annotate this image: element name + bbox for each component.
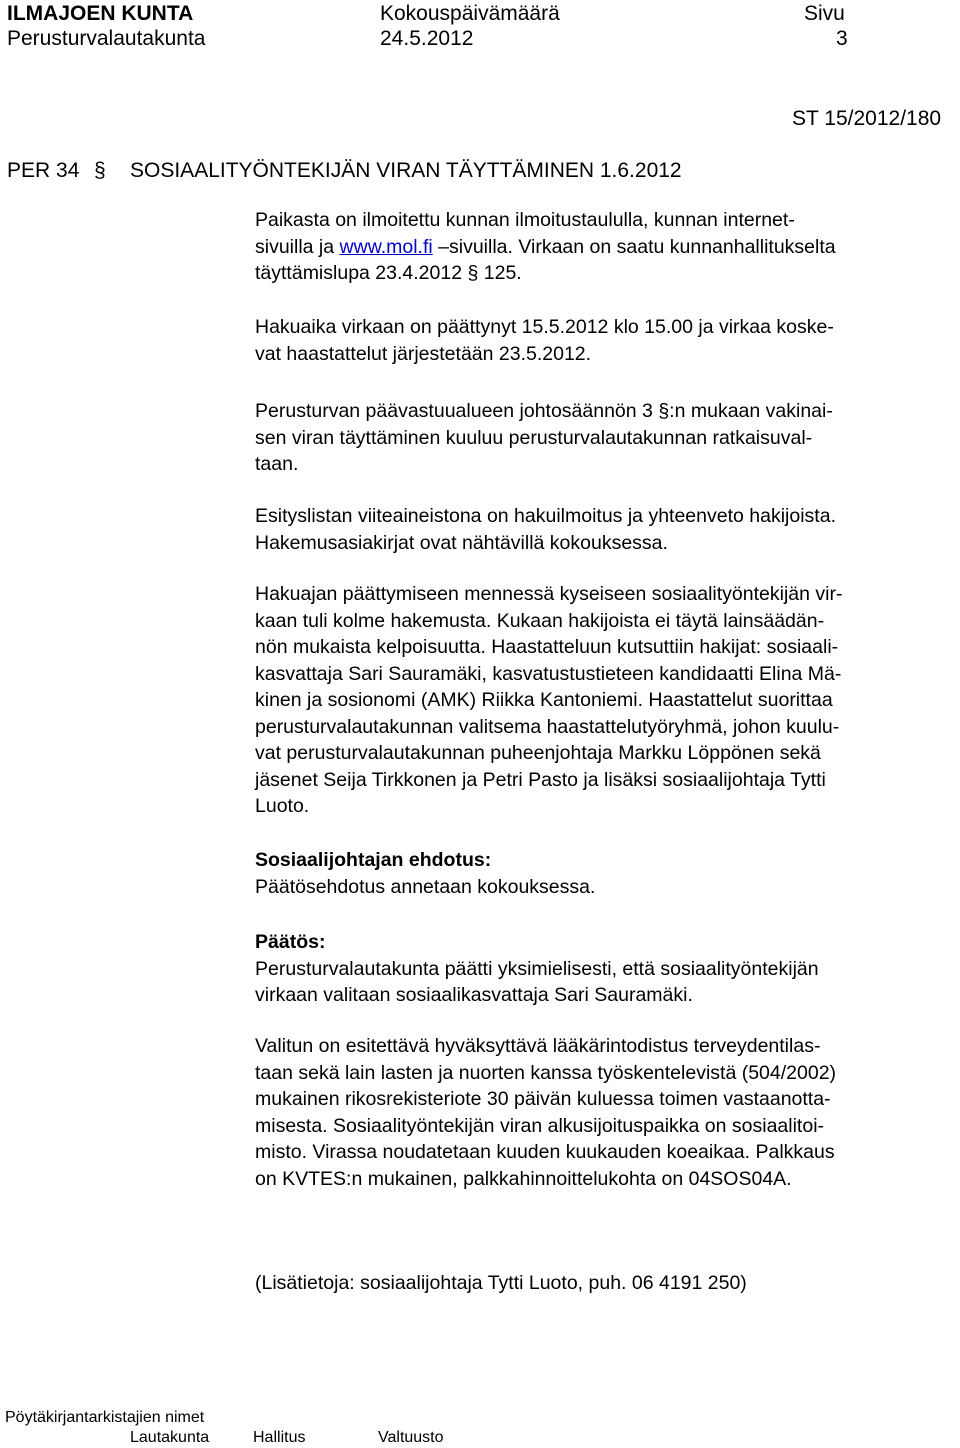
text-line: misesta. Sosiaalityöntekijän viran alkusijoituspaikka on sosiaalitoi-	[255, 1114, 825, 1137]
paragraph-reference-material	[255, 503, 955, 556]
paragraph-conditions	[255, 1033, 955, 1192]
text-line: jäsenet Seija Tirkkonen ja Petri Pasto ja lisäksi sosiaalijohtaja Tytti	[255, 768, 826, 791]
text-line: Esityslistan viiteaineistona on hakuilmoitus ja yhteenveto hakijoista.	[255, 505, 836, 527]
meeting-date: 24.5.2012	[380, 27, 474, 50]
text-segment: sivuilla ja	[255, 235, 340, 258]
section-symbol: §	[94, 159, 106, 182]
text-line: Perusturvalautakunta päätti yksimielisesti, että sosiaalityöntekijän	[255, 957, 819, 980]
footer-council-label: Valtuusto	[378, 1429, 444, 1446]
text-line: misto. Virassa noudatetaan kuuden kuukauden koeaikaa. Palkkaus	[255, 1141, 835, 1163]
page-label: Sivu	[804, 2, 845, 25]
text-line	[255, 234, 955, 261]
text-line: vat haastattelut järjestetään 23.5.2012.	[255, 342, 592, 365]
proposal-heading: Sosiaalijohtajan ehdotus:	[255, 849, 492, 871]
text-line	[255, 260, 955, 287]
proposal-section	[255, 847, 955, 900]
text-line: kaan tuli kolme hakemusta. Kukaan hakijoista ei täytä lainsäädän-	[255, 609, 825, 632]
footer-board-label: Lautakunta	[130, 1429, 210, 1446]
reference-number: ST 15/2012/180	[792, 107, 942, 130]
text-segment: –sivuilla. Virkaan on saatu kunnanhallitukselta	[432, 235, 836, 258]
text-line: Hakuaika virkaan on päättynyt 15.5.2012 klo 15.00 ja virkaa koske-	[255, 316, 834, 338]
text-line: Hakemusasiakirjat ovat nähtävillä kokouksessa.	[255, 531, 668, 554]
organization-name: ILMAJOEN KUNTA	[7, 2, 194, 25]
text-line: nön mukaista kelpoisuutta. Haastatteluun kutsuttiin hakijat: sosiaali-	[255, 636, 839, 658]
page-number: 3	[836, 27, 848, 50]
paragraph-applications	[255, 581, 955, 820]
text-line: perusturvalautakunnan valitsema haastattelutyöryhmä, johon kuulu-	[255, 715, 840, 738]
board-name: Perusturvalautakunta	[7, 27, 206, 50]
text-line: Valitun on esitettävä hyväksyttävä lääkärintodistus terveydentilas-	[255, 1035, 821, 1057]
text-line: Hakuajan päättymiseen mennessä kyseiseen sosiaalityöntekijän vir-	[255, 583, 843, 605]
section-number: PER 34	[7, 159, 80, 182]
text-segment: :n mukaan vakinai-	[669, 400, 833, 422]
section-title: SOSIAALITYÖNTEKIJÄN VIRAN TÄYTTÄMINEN 1.6.2012	[130, 159, 682, 182]
text-line: kinen ja sosionomi (AMK) Riikka Kantoniemi. Haastattelut suorittaa	[255, 689, 833, 711]
text-segment: 125.	[478, 262, 522, 284]
meeting-date-label: Kokouspäivämäärä	[380, 2, 560, 25]
proposal-text: Päätösehdotus annetaan kokouksessa.	[255, 875, 596, 898]
paragraph-authority	[255, 398, 955, 478]
text-line: vat perusturvalautakunnan puheenjohtaja Markku Löppönen sekä	[255, 742, 821, 764]
footer-government-label: Hallitus	[253, 1429, 306, 1446]
footer-checkers-label: Pöytäkirjantarkistajien nimet	[5, 1409, 205, 1426]
text-segment: täyttämislupa 23.4.2012	[255, 262, 468, 284]
text-line: Paikasta on ilmoitettu kunnan ilmoitustaululla, kunnan internet-	[255, 209, 795, 231]
text-line	[255, 398, 955, 425]
contact-info: (Lisätietoja: sosiaalijohtaja Tytti Luoto, puh. 06 4191 250)	[255, 1272, 747, 1294]
section-symbol: §	[467, 262, 479, 284]
text-line: kasvattaja Sari Sauramäki, kasvatustustieteen kandidaatti Elina Mä-	[255, 662, 842, 685]
paragraph-application-period	[255, 314, 955, 367]
text-line: virkaan valitaan sosiaalikasvattaja Sari Sauramäki.	[255, 984, 693, 1006]
text-line: on KVTES:n mukainen, palkkahinnoittelukohta on 04SOS04A.	[255, 1167, 792, 1190]
section-symbol: §	[658, 400, 670, 422]
text-line: Luoto.	[255, 795, 310, 817]
decision-section	[255, 929, 955, 1009]
text-line: sen viran täyttäminen kuuluu perusturvalautakunnan ratkaisuval-	[255, 426, 813, 449]
text-line: taan sekä lain lasten ja nuorten kanssa työskentelevistä (504/2002)	[255, 1061, 837, 1084]
text-segment: Perusturvan päävastuualueen johtosäännön 3	[255, 400, 659, 422]
mol-website-link[interactable]: www.mol.fi	[339, 235, 433, 258]
paragraph-notice	[255, 207, 955, 287]
text-line: mukainen rikosrekisteriote 30 päivän kuluessa toimen vastaanotta-	[255, 1088, 831, 1110]
text-line: taan.	[255, 453, 299, 475]
decision-heading: Päätös:	[255, 931, 326, 953]
